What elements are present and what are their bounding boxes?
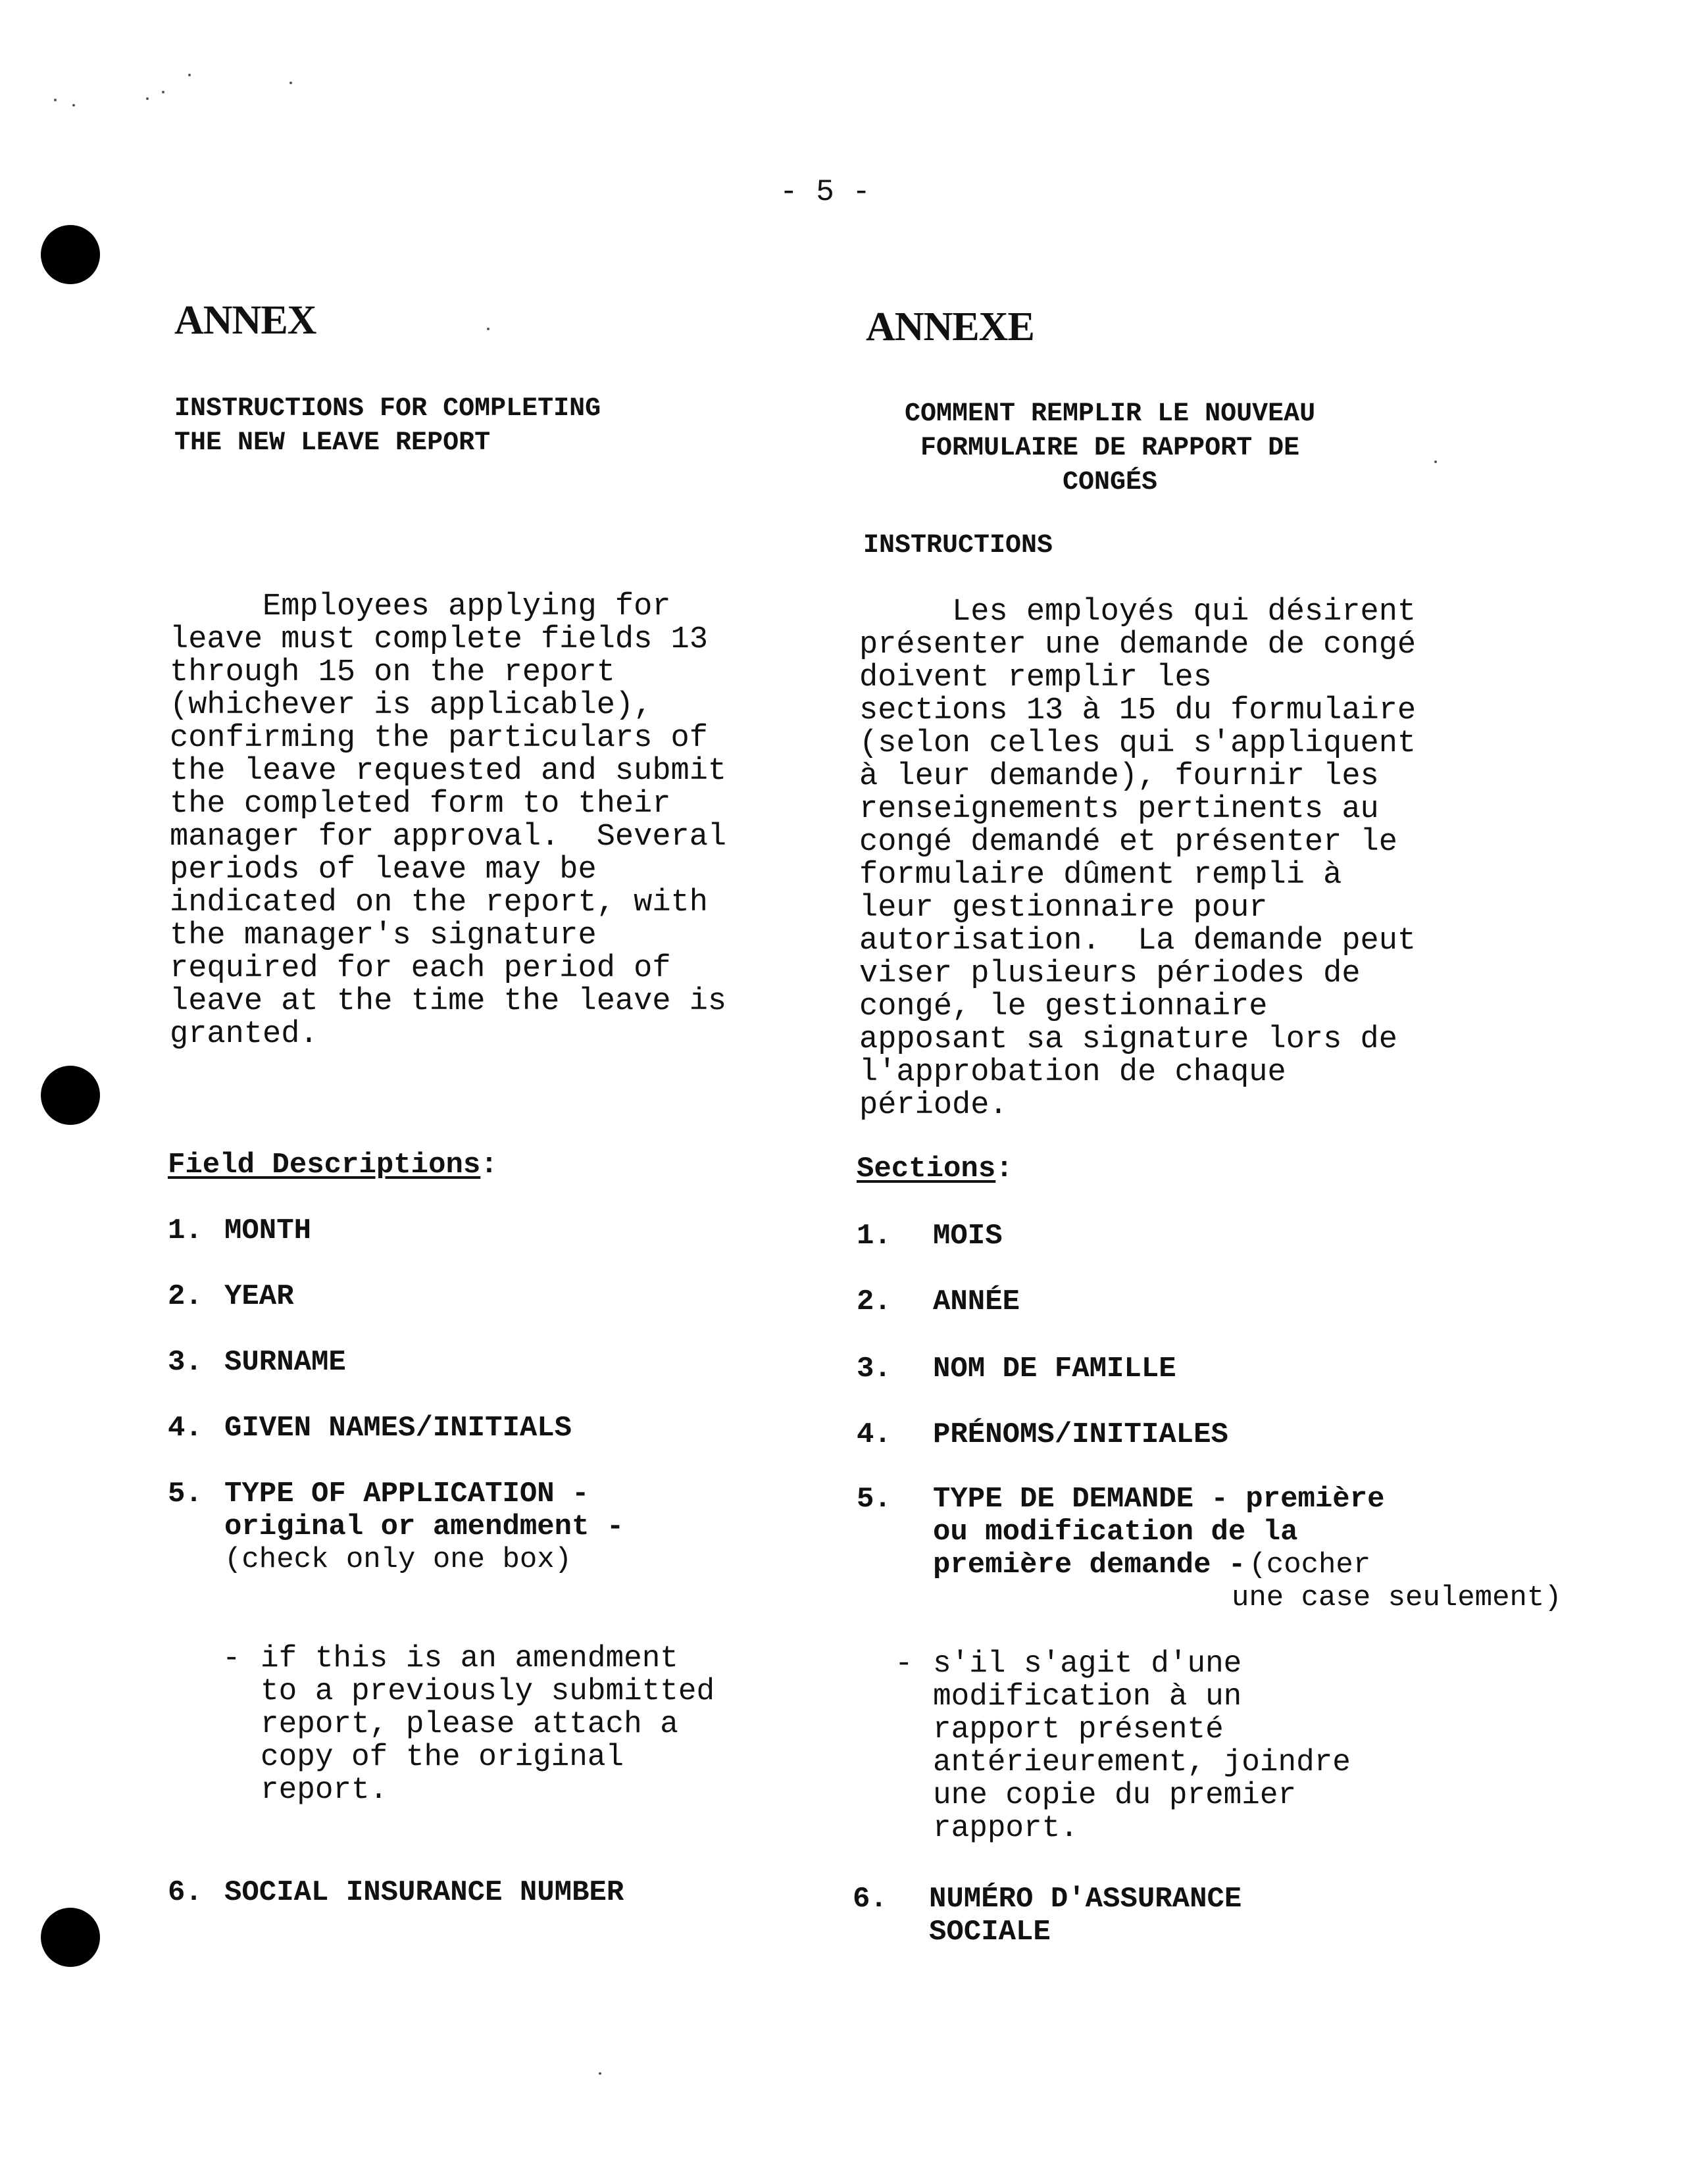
punch-hole-bottom [41, 1908, 100, 1967]
field-item-given-names [168, 1412, 826, 1451]
field-number: 6. [168, 1876, 203, 1909]
field-number: 5. [857, 1483, 891, 1516]
field-label: MONTH [224, 1214, 312, 1247]
intro-paragraph-en: Employees applying for leave must complete fields 13 through 15 on the report (whichever is applicable), confirming the particulars of the leave requested and submit the completed form to their manager for approval. Several periods of leave may be indicated on the report, with the manager's signature required for each period of leave at the time the leave is granted. [170, 589, 727, 1052]
sections-label: Sections [857, 1153, 996, 1185]
sections-colon: : [995, 1153, 1013, 1185]
field-instruction: (check only one box) [224, 1543, 572, 1576]
field-number: 4. [857, 1418, 891, 1451]
scan-speck [289, 82, 292, 84]
field-item-surname [168, 1346, 826, 1385]
scan-speck [1434, 460, 1437, 463]
section-item-mois [857, 1220, 1646, 1259]
field-item-sin [168, 1876, 826, 1916]
field-number: 3. [168, 1346, 203, 1379]
scan-speck [72, 104, 75, 107]
field-item-year [168, 1280, 826, 1320]
field-label: NUMÉRO D'ASSURANCE SOCIALE [929, 1883, 1242, 1948]
field-label: YEAR [224, 1280, 294, 1313]
amendment-note-en [222, 1642, 815, 1813]
field-number: 1. [857, 1220, 891, 1253]
note-text: if this is an amendment to a previously submitted report, please attach a copy of the original report. [261, 1641, 715, 1807]
field-descriptions-colon: : [480, 1149, 498, 1181]
field-label: SOCIAL INSURANCE NUMBER [224, 1876, 624, 1909]
punch-hole-middle [41, 1066, 100, 1125]
intro-paragraph-fr: Les employés qui désirent présenter une demande de congé doivent remplir les sections 13 à 15 du formulaire (selon celles qui s'appliquent à leur demande), fournir les renseignements pertinents au congé demandé et présenter le formulaire dûment rempli à leur gestionnaire pour autorisation. La demande peut viser plusieurs périodes de congé, le gestionnaire apposant sa signature lors de l'approbation de chaque période. [859, 595, 1417, 1123]
sections-heading [857, 1153, 1013, 1185]
section-item-prenoms [857, 1418, 1646, 1458]
section-item-nom-de-famille [857, 1353, 1646, 1392]
field-number: 2. [168, 1280, 203, 1313]
field-number: 5. [168, 1477, 203, 1510]
section-item-annee [857, 1285, 1646, 1325]
note-dash: - [895, 1647, 913, 1681]
page-number: - 5 - [780, 175, 871, 209]
scan-speck [146, 97, 149, 100]
field-label: NOM DE FAMILLE [933, 1353, 1176, 1385]
scan-speck [162, 91, 164, 93]
field-number: 2. [857, 1285, 891, 1318]
field-item-month [168, 1214, 826, 1254]
field-label: GIVEN NAMES/INITIALS [224, 1412, 572, 1445]
annex-title-fr: ANNEXE [866, 305, 1034, 349]
annex-title-en: ANNEX [174, 298, 316, 343]
scan-speck [599, 2072, 601, 2075]
punch-hole-top [41, 225, 100, 284]
section-instruction-fr: (cocher une case seulement) [1232, 1549, 1562, 1614]
field-label: MOIS [933, 1220, 1003, 1253]
field-label: ANNÉE [933, 1285, 1020, 1318]
instructions-heading-en: INSTRUCTIONS FOR COMPLETING THE NEW LEAVE REPORT [174, 394, 601, 458]
scan-speck [188, 74, 191, 76]
field-number: 6. [853, 1883, 888, 1916]
field-label: PRÉNOMS/INITIALES [933, 1418, 1228, 1451]
field-descriptions-heading [168, 1149, 498, 1181]
scan-speck [487, 328, 489, 330]
field-number: 3. [857, 1353, 891, 1385]
note-dash: - [222, 1641, 241, 1675]
instructions-heading-fr: COMMENT REMPLIR LE NOUVEAU FORMULAIRE DE RAPPORT DE CONGÉS [905, 399, 1316, 497]
note-text: s'il s'agit d'une modification à un rapport présenté antérieurement, joindre une copie du premier rapport. [933, 1647, 1351, 1845]
field-descriptions-label: Field Descriptions [168, 1149, 481, 1181]
scan-speck [54, 99, 57, 101]
amendment-note-fr [895, 1647, 1618, 1851]
field-item-type-of-application [168, 1477, 826, 1583]
instructions-label-fr: INSTRUCTIONS [863, 531, 1053, 560]
field-label: TYPE DE DEMANDE - première ou modification de la première demande - [933, 1483, 1385, 1581]
section-item-numero-assurance [853, 1883, 1642, 1955]
field-number: 1. [168, 1214, 203, 1247]
field-number: 4. [168, 1412, 203, 1445]
field-label: SURNAME [224, 1346, 346, 1379]
field-label: TYPE OF APPLICATION - original or amendment - [224, 1477, 624, 1543]
